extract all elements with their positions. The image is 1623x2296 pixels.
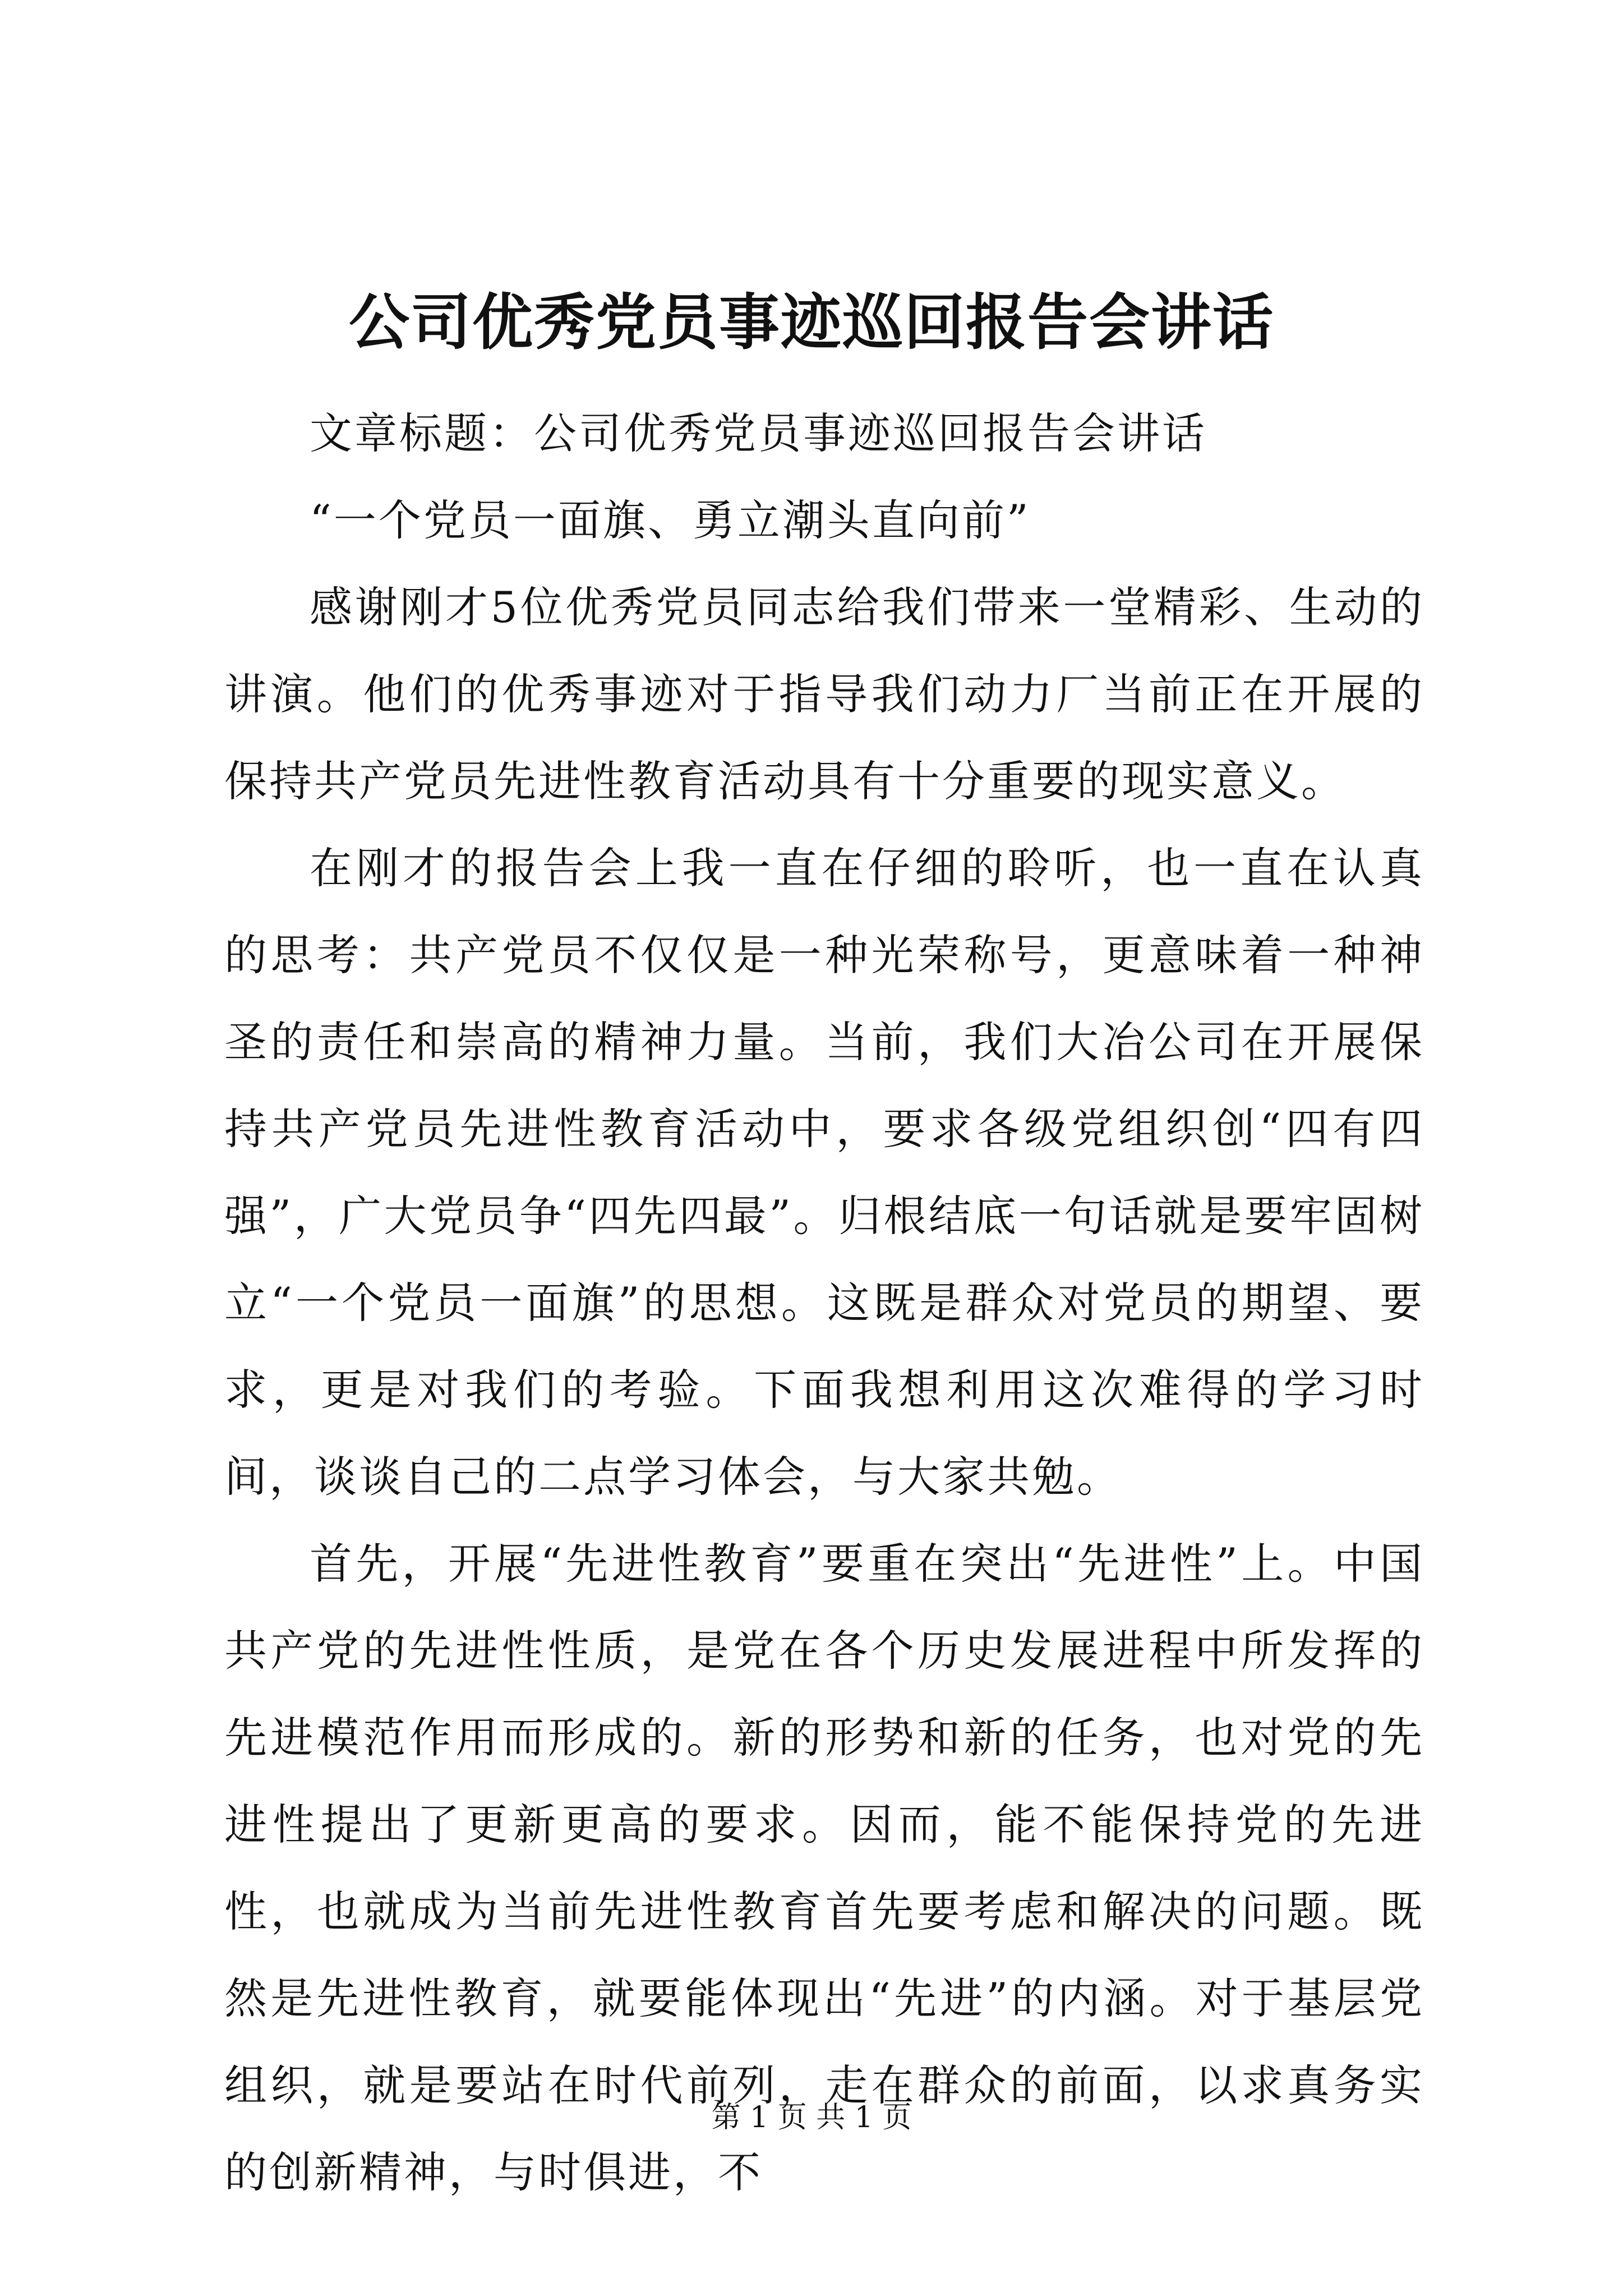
document-body [224, 390, 1424, 2216]
paragraph-article-heading: 文章标题：公司优秀党员事迹巡回报告会讲话 [310, 408, 1207, 458]
page-number-footer: 第 1 页 共 1 页 [711, 2101, 912, 2134]
paragraph-thanks: 感谢刚才5位优秀党员同志给我们带来一堂精彩、生动的讲演。他们的优秀事迹对于指导我们动力厂当前正在开展的保持共产党员先进性教育活动具有十分重要的现实意义。 [224, 582, 1424, 806]
paragraph-first-point: 首先，开展“先进性教育”要重在突出“先进性”上。中国共产党的先进性性质，是党在各个历史发展进程中所发挥的先进模范作用而形成的。新的形势和新的任务，也对党的先进性提出了更新更高的要求。因而，能不能保持党的先进性，也就成为当前先进性教育首先要考虑和解决的问题。既然是先进性教育，就要能体现出“先进”的内涵。对于基层党组织，就是要站在时代前列，走在群众的前面，以求真务实的创新精神，与时俱进，不 [224, 1539, 1424, 2197]
paragraph-slogan: “一个党员一面旗、勇立潮头直向前” [310, 495, 1031, 545]
document-title: 公司优秀党员事迹巡回报告会讲话 [348, 287, 1274, 358]
paragraph-reflection: 在刚才的报告会上我一直在仔细的聆听，也一直在认真的思考：共产党员不仅仅是一种光荣称号，更意味着一种神圣的责任和崇高的精神力量。当前，我们大冶公司在开展保持共产党员先进性教育活动中，要求各级党组织创“四有四强”，广大党员争“四先四最”。归根结底一句话就是要牢固树立“一个党员一面旗”的思想。这既是群众对党员的期望、要求，更是对我们的考验。下面我想利用这次难得的学习时间，谈谈自己的二点学习体会，与大家共勉。 [224, 843, 1424, 1502]
